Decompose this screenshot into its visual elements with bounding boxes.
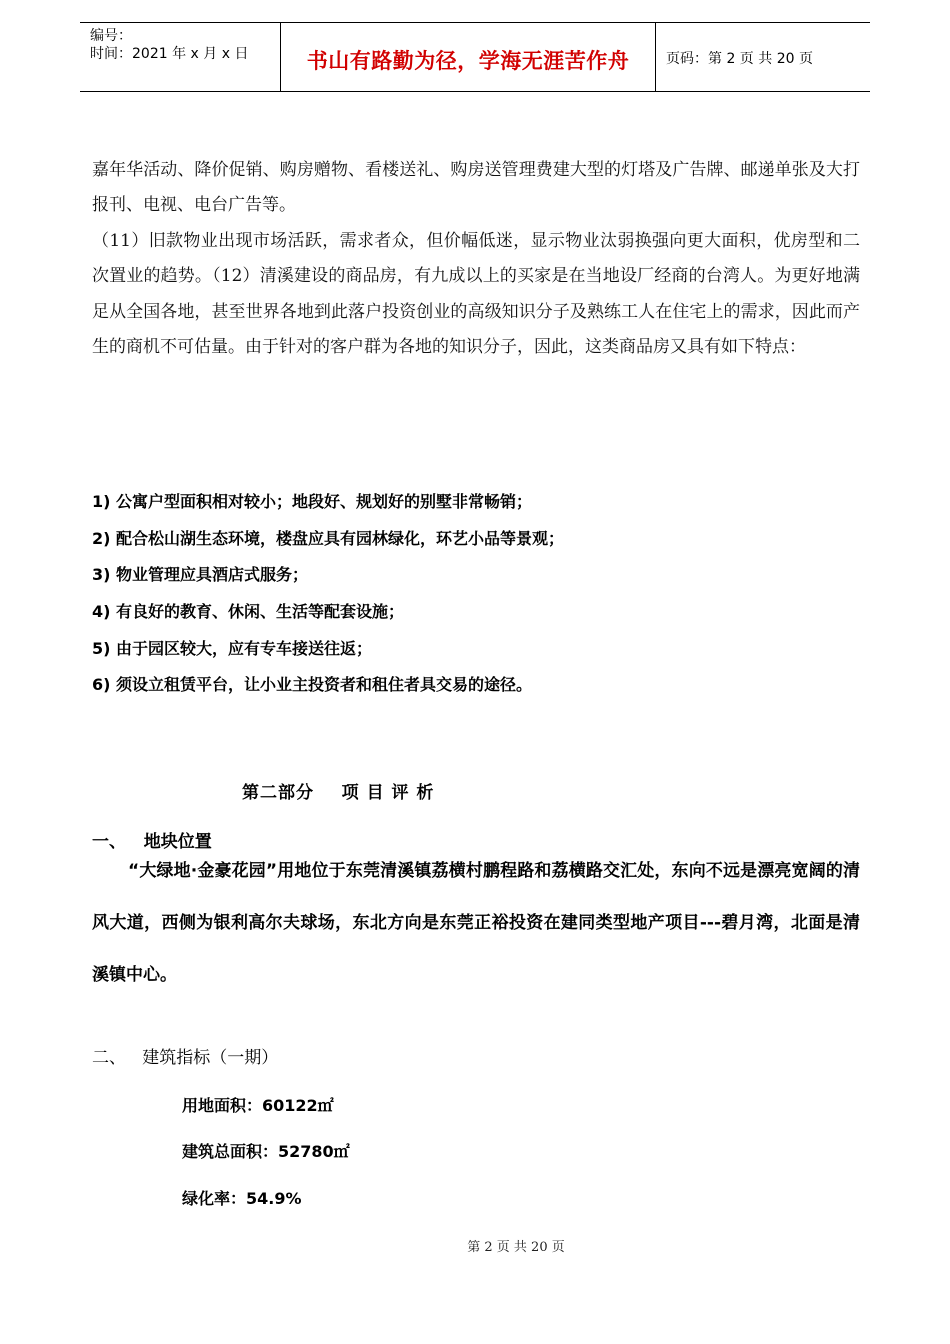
header-motto-cell: [280, 23, 656, 91]
header-meta: [80, 23, 280, 91]
motto: 书山有路勤为径，学海无涯苦作舟: [306, 49, 630, 73]
green-rate: 绿化率：54.9%: [182, 1189, 302, 1208]
feature-list: [92, 484, 564, 704]
location-heading: 一、 地块位置: [92, 832, 212, 852]
list-item: 4) 有良好的教育、休闲、生活等配套设施；: [92, 602, 405, 622]
list-item: 1) 公寓户型面积相对较小；地段好、规划好的别墅非常畅销；: [92, 492, 533, 511]
paragraph-promotions: 嘉年华活动、降价促销、购房赠物、看楼送礼、购房送管理费建大型的灯塔及广告牌、邮递单张及大打报刊、电视、电台广告等。: [92, 160, 860, 216]
paragraph-market: （11）旧款物业出现市场活跃，需求者众，但价幅低迷，显示物业汰弱换强向更大面积，优房型和二次置业的趋势。（12）清溪建设的商品房，有九成以上的买家是在当地设厂经商的台湾人。为更好地满足从全国各地，甚至世界各地到此落户投资创业的高级知识分子及熟练工人在住宅上的需求，因此而产生的商机不可估量。由于针对的客户群为各地的知识分子，因此，这类商品房又具有如下特点：: [92, 231, 860, 358]
page-footer: [0, 1236, 950, 1255]
header-page-cell: [654, 23, 870, 91]
page-header: [80, 22, 870, 92]
number-label: 编号：: [90, 28, 132, 44]
footer-page-info: 第 2 页 共 20 页: [467, 1240, 565, 1255]
section-title: 第二部分 项 目 评 析: [242, 783, 435, 803]
time-label: 时间：2021 年 x 月 x 日: [90, 46, 249, 62]
total-area: 建筑总面积：52780㎡: [182, 1142, 350, 1161]
list-item: 3) 物业管理应具酒店式服务；: [92, 565, 309, 585]
page-code: 页码：第 2 页 共 20 页: [666, 51, 813, 67]
building-heading: 二、 建筑指标（一期）: [92, 1048, 279, 1068]
list-item: 6) 须设立租赁平台，让小业主投资者和租住者具交易的途径。: [92, 675, 533, 695]
list-item: 5) 由于园区较大，应有专车接送往返；: [92, 638, 373, 658]
location-body: [92, 845, 860, 1001]
location-text: “大绿地·金豪花园”用地位于东莞清溪镇荔横村鹏程路和荔横路交汇处，东向不远是漂亮宽阔的清风大道，西侧为银利高尔夫球场，东北方向是东莞正裕投资在建同类型地产项目---碧月湾，北面是清溪镇中心。: [92, 861, 860, 985]
list-item: 2) 配合松山湖生态环境，楼盘应具有园林绿化，环艺小品等景观；: [92, 528, 565, 548]
land-area: 用地面积：60122㎡: [182, 1096, 334, 1115]
